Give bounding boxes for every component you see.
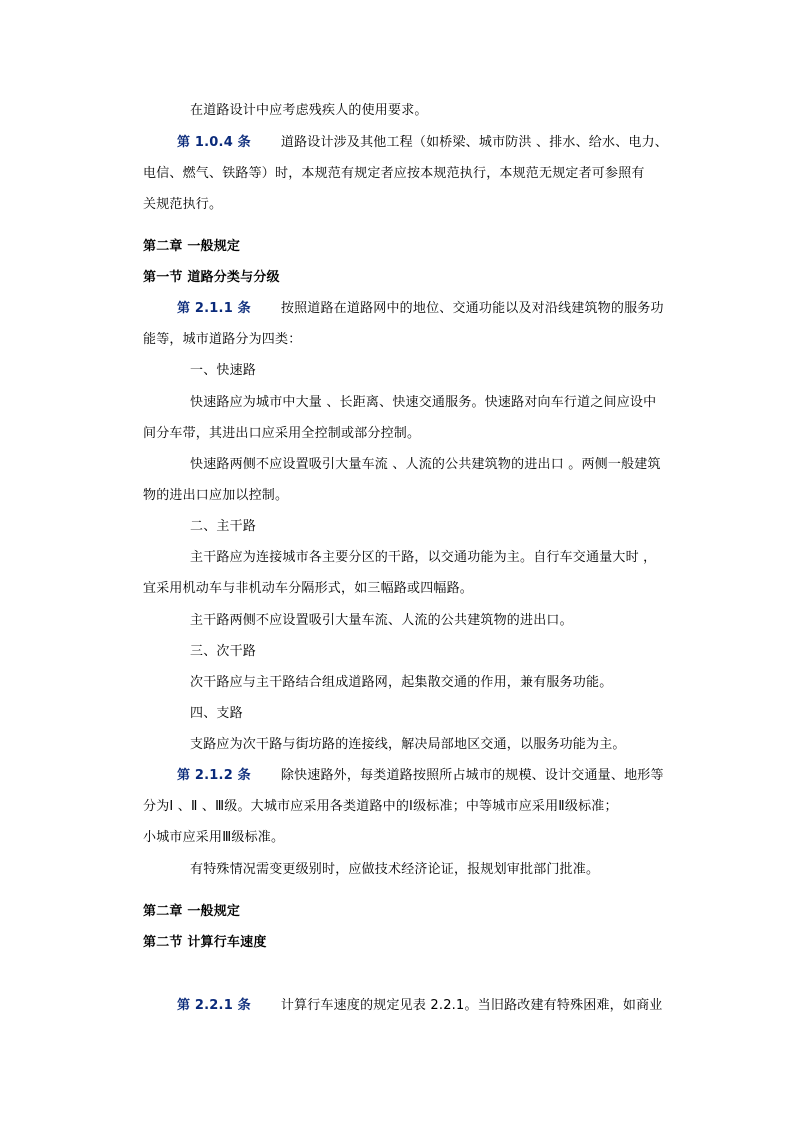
paragraph-line: 宜采用机动车与非机动车分隔形式，如三幅路或四幅路。 [143,581,474,596]
section-heading: 第二节 计算行车速度 [143,935,267,950]
list-item-heading: 三、次干路 [190,644,257,659]
article-text: 除快速路外，每类道路按照所占城市的规模、设计交通量、地形等 [280,768,664,783]
paragraph-line: 物的进出口应加以控制。 [143,488,289,503]
article-text: 计算行车速度的规定见表 2.2.1。当旧路改建有特殊困难，如商业 [280,998,663,1013]
paragraph-line: 分为Ⅰ 、Ⅱ 、Ⅲ级。大城市应采用各类道路中的Ⅰ级标准；中等城市应采用Ⅱ级标准； [143,799,618,814]
paragraph-line: 关规范执行。 [143,197,223,212]
paragraph-line: 在道路设计中应考虑残疾人的使用要求。 [190,103,428,118]
paragraph-line: 间分车带，其进出口应采用全控制或部分控制。 [143,426,421,441]
section-heading: 第一节 道路分类与分级 [143,270,280,285]
article-text: 按照道路在道路网中的地位、交通功能以及对沿线建筑物的服务功 [280,301,664,316]
paragraph-line: 支路应为次干路与街坊路的连接线，解决局部地区交通，以服务功能为主。 [190,737,626,752]
chapter-heading: 第二章 一般规定 [143,904,241,919]
article-2-1-2 [177,768,664,784]
paragraph-line: 主干路应为连接城市各主要分区的干路，以交通功能为主。自行车交通量大时 ， [190,550,657,565]
chapter-heading: 第二章 一般规定 [143,239,241,254]
article-number: 第 2.1.1 条 [177,301,251,316]
paragraph-line: 小城市应采用Ⅲ级标准。 [143,830,285,845]
paragraph-line: 主干路两侧不应设置吸引大量车流、人流的公共建筑物的进出口。 [190,613,573,628]
article-2-1-1 [177,301,664,317]
article-number: 第 1.0.4 条 [177,135,251,150]
article-number: 第 2.1.2 条 [177,768,251,783]
paragraph-line: 快速路两侧不应设置吸引大量车流 、人流的公共建筑物的进出口 。两侧一般建筑 [190,457,661,472]
article-1-0-4 [177,135,668,151]
list-item-heading: 二、主干路 [190,519,257,534]
paragraph-line: 次干路应与主干路结合组成道路网，起集散交通的作用，兼有服务功能。 [190,675,613,690]
list-item-heading: 一、快速路 [190,363,257,378]
paragraph-line: 能等，城市道路分为四类： [143,332,302,347]
paragraph-line: 电信、燃气、铁路等）时，本规范有规定者应按本规范执行，本规范无规定者可参照有 [143,166,645,181]
article-text: 道路设计涉及其他工程（如桥梁、城市防洪 、排水、给水、电力、 [280,135,669,150]
article-2-2-1 [177,998,663,1014]
paragraph-line: 有特殊情况需变更级别时，应做技术经济论证，报规划审批部门批准。 [190,862,600,877]
list-item-heading: 四、支路 [190,706,243,721]
paragraph-line: 快速路应为城市中大量 、长距离、快速交通服务。快速路对向车行道之间应设中 [190,395,657,410]
article-number: 第 2.2.1 条 [177,998,251,1013]
